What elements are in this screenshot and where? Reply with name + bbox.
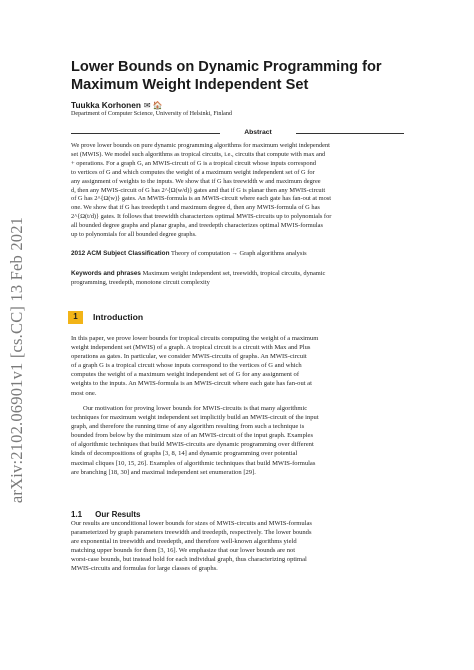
arxiv-identifier-text: arXiv:2102.06901v1 [cs.CC] 13 Feb 2021 [7, 216, 26, 504]
results-paragraph [71, 519, 404, 574]
title-line-2: Maximum Weight Independent Set [71, 77, 309, 93]
title-line-1: Lower Bounds on Dynamic Programming for [71, 59, 382, 75]
author-contact-icons[interactable]: ✉ 🏠 [143, 101, 163, 110]
text-line: parameterized by graph parameters treewidth and treedepth, respectively. The lower bounds [71, 529, 312, 537]
text-line: kinds of decompositions of graphs [3, 8, 14] and dynamic programming over potential [71, 450, 298, 458]
abstract-line: up to polynomials for all bounded degree graphs. [71, 231, 197, 239]
abstract-body [71, 142, 404, 240]
ccs-label: 2012 ACM Subject Classification [71, 250, 170, 257]
intro-paragraph-1 [71, 334, 404, 398]
text-line: worst-case bounds, but instead hold for each individual graph, thus characterizing optimal [71, 556, 307, 564]
ccs-classification [71, 250, 404, 259]
text-line: of algorithmic techniques that build MWIS-circuits are dynamic programming over different [71, 441, 314, 449]
text-line: weight independent set (MWIS) of a graph. A tropical circuit is a circuit with Max and Plus [71, 344, 311, 352]
keywords-label: Keywords and phrases [71, 270, 141, 277]
text-line: are exponential in treewidth and treedepth, and therefore well-known algorithms yield [71, 538, 297, 546]
text-line: matching upper bounds for them [3, 16]. We emphasize that our lower bounds are not [71, 547, 296, 555]
abstract-line: any assignment of weights to the inputs. We show that if G has treewidth w and maximum degree [71, 177, 321, 185]
text-line: In this paper, we prove lower bounds for tropical circuits computing the weight of a maximum [71, 335, 319, 342]
abstract-line: d, then any MWIS-circuit of G has 2^{Ω(w/d)} gates and that if G is planar then any MWIS-circuit [71, 186, 326, 194]
text-line: weights to the inputs. An MWIS-formula is an MWIS-circuit where each gate has fan-out at [71, 380, 312, 388]
affiliation: Department of Computer Science, University of Helsinki, Finland [71, 111, 232, 117]
abstract-line: one. We show that if G has treedepth t and maximum degree d, then any MWIS-formula of G has [71, 204, 320, 212]
subsection-title: Our Results [95, 510, 141, 519]
section-title: Introduction [93, 312, 144, 322]
abstract-line: + operations. For a graph G, an MWIS-circuit of G is a tropical circuit whose inputs correspond [71, 159, 316, 167]
abstract-line: We prove lower bounds on pure dynamic programming algorithms for maximum weight independent [71, 142, 330, 149]
arxiv-identifier [8, 215, 26, 505]
abstract-heading: Abstract [220, 128, 296, 138]
ccs-text: Theory of computation → Graph algorithms analysis [170, 250, 307, 257]
author-name: Tuukka Korhonen [71, 100, 141, 110]
keywords [71, 270, 404, 288]
text-line: computes the weight of a maximum weight independent set of G for any assignment of [71, 371, 299, 379]
section-number: 1 [73, 312, 78, 321]
keywords-text: Maximum weight independent set, treewidth, tropical circuits, dynamic [142, 270, 326, 277]
section-heading-introduction [71, 311, 404, 325]
text-line: graph, and therefore the running time of any algorithm resulting from such a technique is [71, 423, 305, 431]
abstract-line: 2^{Ω(t/d)} gates. It follows that treewidth characterizes optimal MWIS-circuits up to polynomials for [71, 213, 332, 221]
text-line: Our results are unconditional lower bounds for sizes of MWIS-circuits and MWIS-formulas [71, 520, 312, 527]
text-line: operations as gates. In particular, we consider MWIS-circuits of graphs. An MWIS-circuit [71, 353, 307, 361]
subsection-number: 1.1 [71, 510, 83, 519]
text-line: most one. [71, 389, 97, 397]
intro-paragraph-2 [71, 404, 404, 477]
text-line: techniques for maximum weight independent set implicitly build an MWIS-circuit of the input [71, 414, 319, 422]
text-line: are branching [18, 30] and maximal independent set enumeration [29]. [71, 468, 256, 476]
text-line: of a graph G is a tropical circuit whose inputs correspond to the vertices of G and which [71, 362, 302, 370]
paper-title [71, 58, 404, 94]
text-line: MWIS-circuits and formulas for large classes of graphs. [71, 565, 218, 573]
author-line [71, 100, 404, 110]
text-line: maximal cliques [10, 15, 26]. Examples of algorithmic techniques that build MWIS-formulas [71, 459, 316, 467]
text-line: bounded from below by the minimum size of an MWIS-circuit of the input graph. Examples [71, 432, 313, 440]
abstract-line: all bounded degree graphs and planar graphs, and treedepth characterizes optimal MWIS-formulas [71, 222, 323, 230]
abstract-line: to vertices of G and which computes the weight of a maximum weight independent set of G for [71, 168, 315, 176]
keywords-text-2: programming, treedepth, monotone circuit complexity [71, 278, 210, 286]
text-line: Our motivation for proving lower bounds for MWIS-circuits is that many algorithmic [83, 405, 308, 412]
abstract-line: of G has 2^{Ω(w)} gates. An MWIS-formula is an MWIS-circuit where each gate has fan-out at most [71, 195, 332, 203]
abstract-line: set (MWIS). We model such algorithms as tropical circuits, i.e., circuits that compute with max and [71, 150, 326, 158]
